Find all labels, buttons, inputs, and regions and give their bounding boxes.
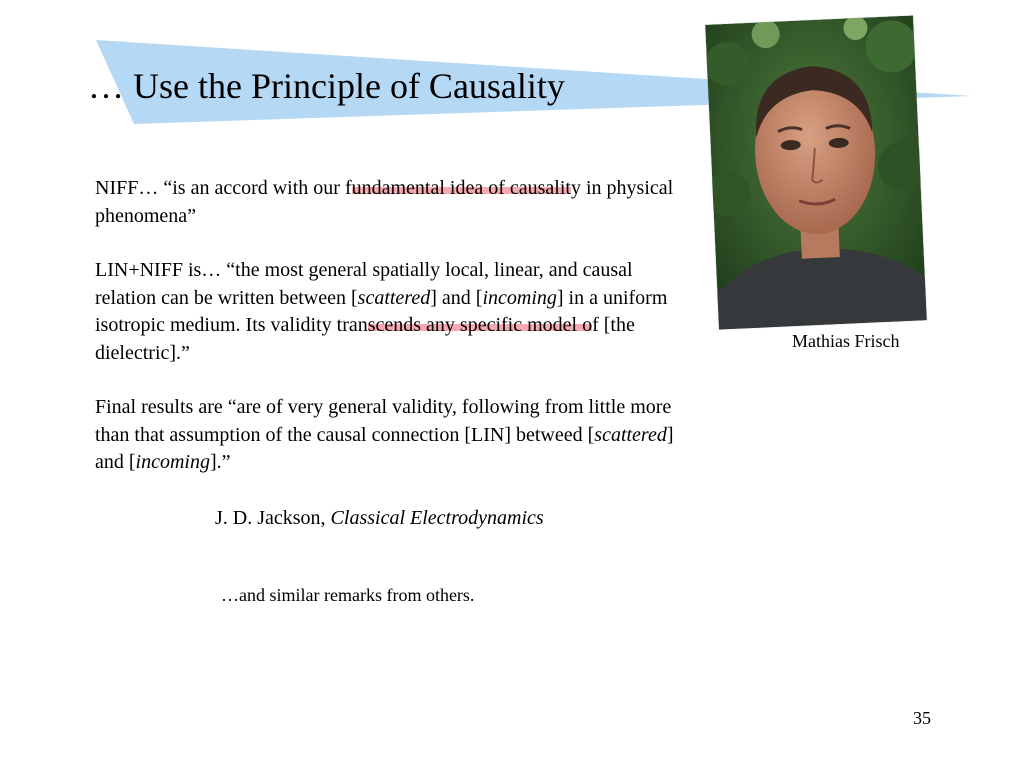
- quote-3-text-c: ].”: [209, 451, 231, 473]
- citation: [215, 505, 544, 532]
- photo-caption: Mathias Frisch: [792, 331, 900, 351]
- quote-3-emphasis-scattered: scattered: [594, 423, 667, 446]
- quote-paragraph-2: [95, 257, 695, 367]
- quote-2-emphasis-scattered: scattered: [357, 286, 431, 309]
- quote-2-text-c: ] in a uniform isotropic medium. Its validity tran: [95, 286, 668, 336]
- quote-1-text-b: y in physical phenomena”: [95, 177, 674, 227]
- quote-3-text-b: ] and [: [95, 423, 674, 473]
- page-number: 35: [913, 708, 931, 728]
- quote-2-text-d: f [the dielectric].”: [95, 314, 635, 364]
- quote-paragraph-1: [95, 175, 695, 230]
- closing-remark: …and similar remarks from others.: [221, 585, 475, 605]
- citation-author: J. D. Jackson,: [215, 507, 331, 529]
- slide-title: … Use the Principle of Causality: [88, 66, 565, 106]
- quote-1-text-a: NIFF… “is an accord with our f: [95, 177, 352, 199]
- quote-1-highlight: undamental idea of causalit: [351, 177, 571, 199]
- quote-2-emphasis-incoming: incoming: [482, 286, 557, 309]
- portrait-photo: [705, 15, 927, 329]
- quote-paragraph-3: [95, 394, 695, 477]
- quote-2-highlight: scends any specific model o: [367, 314, 593, 336]
- quote-2-text-b: ] and [: [430, 286, 483, 309]
- quote-3-emphasis-incoming: incoming: [135, 451, 210, 473]
- citation-book-title: Classical Electrodynamics: [330, 507, 544, 529]
- quote-3-text-a: Final results are “are of very general validity, following from little more than that assumption of the causal connection [LIN] betweed [: [95, 396, 672, 446]
- quote-2-text-a: LIN+NIFF is… “the most general spatially local, linear, and causal relation can be written between [: [95, 259, 633, 309]
- portrait-illustration: [705, 15, 927, 329]
